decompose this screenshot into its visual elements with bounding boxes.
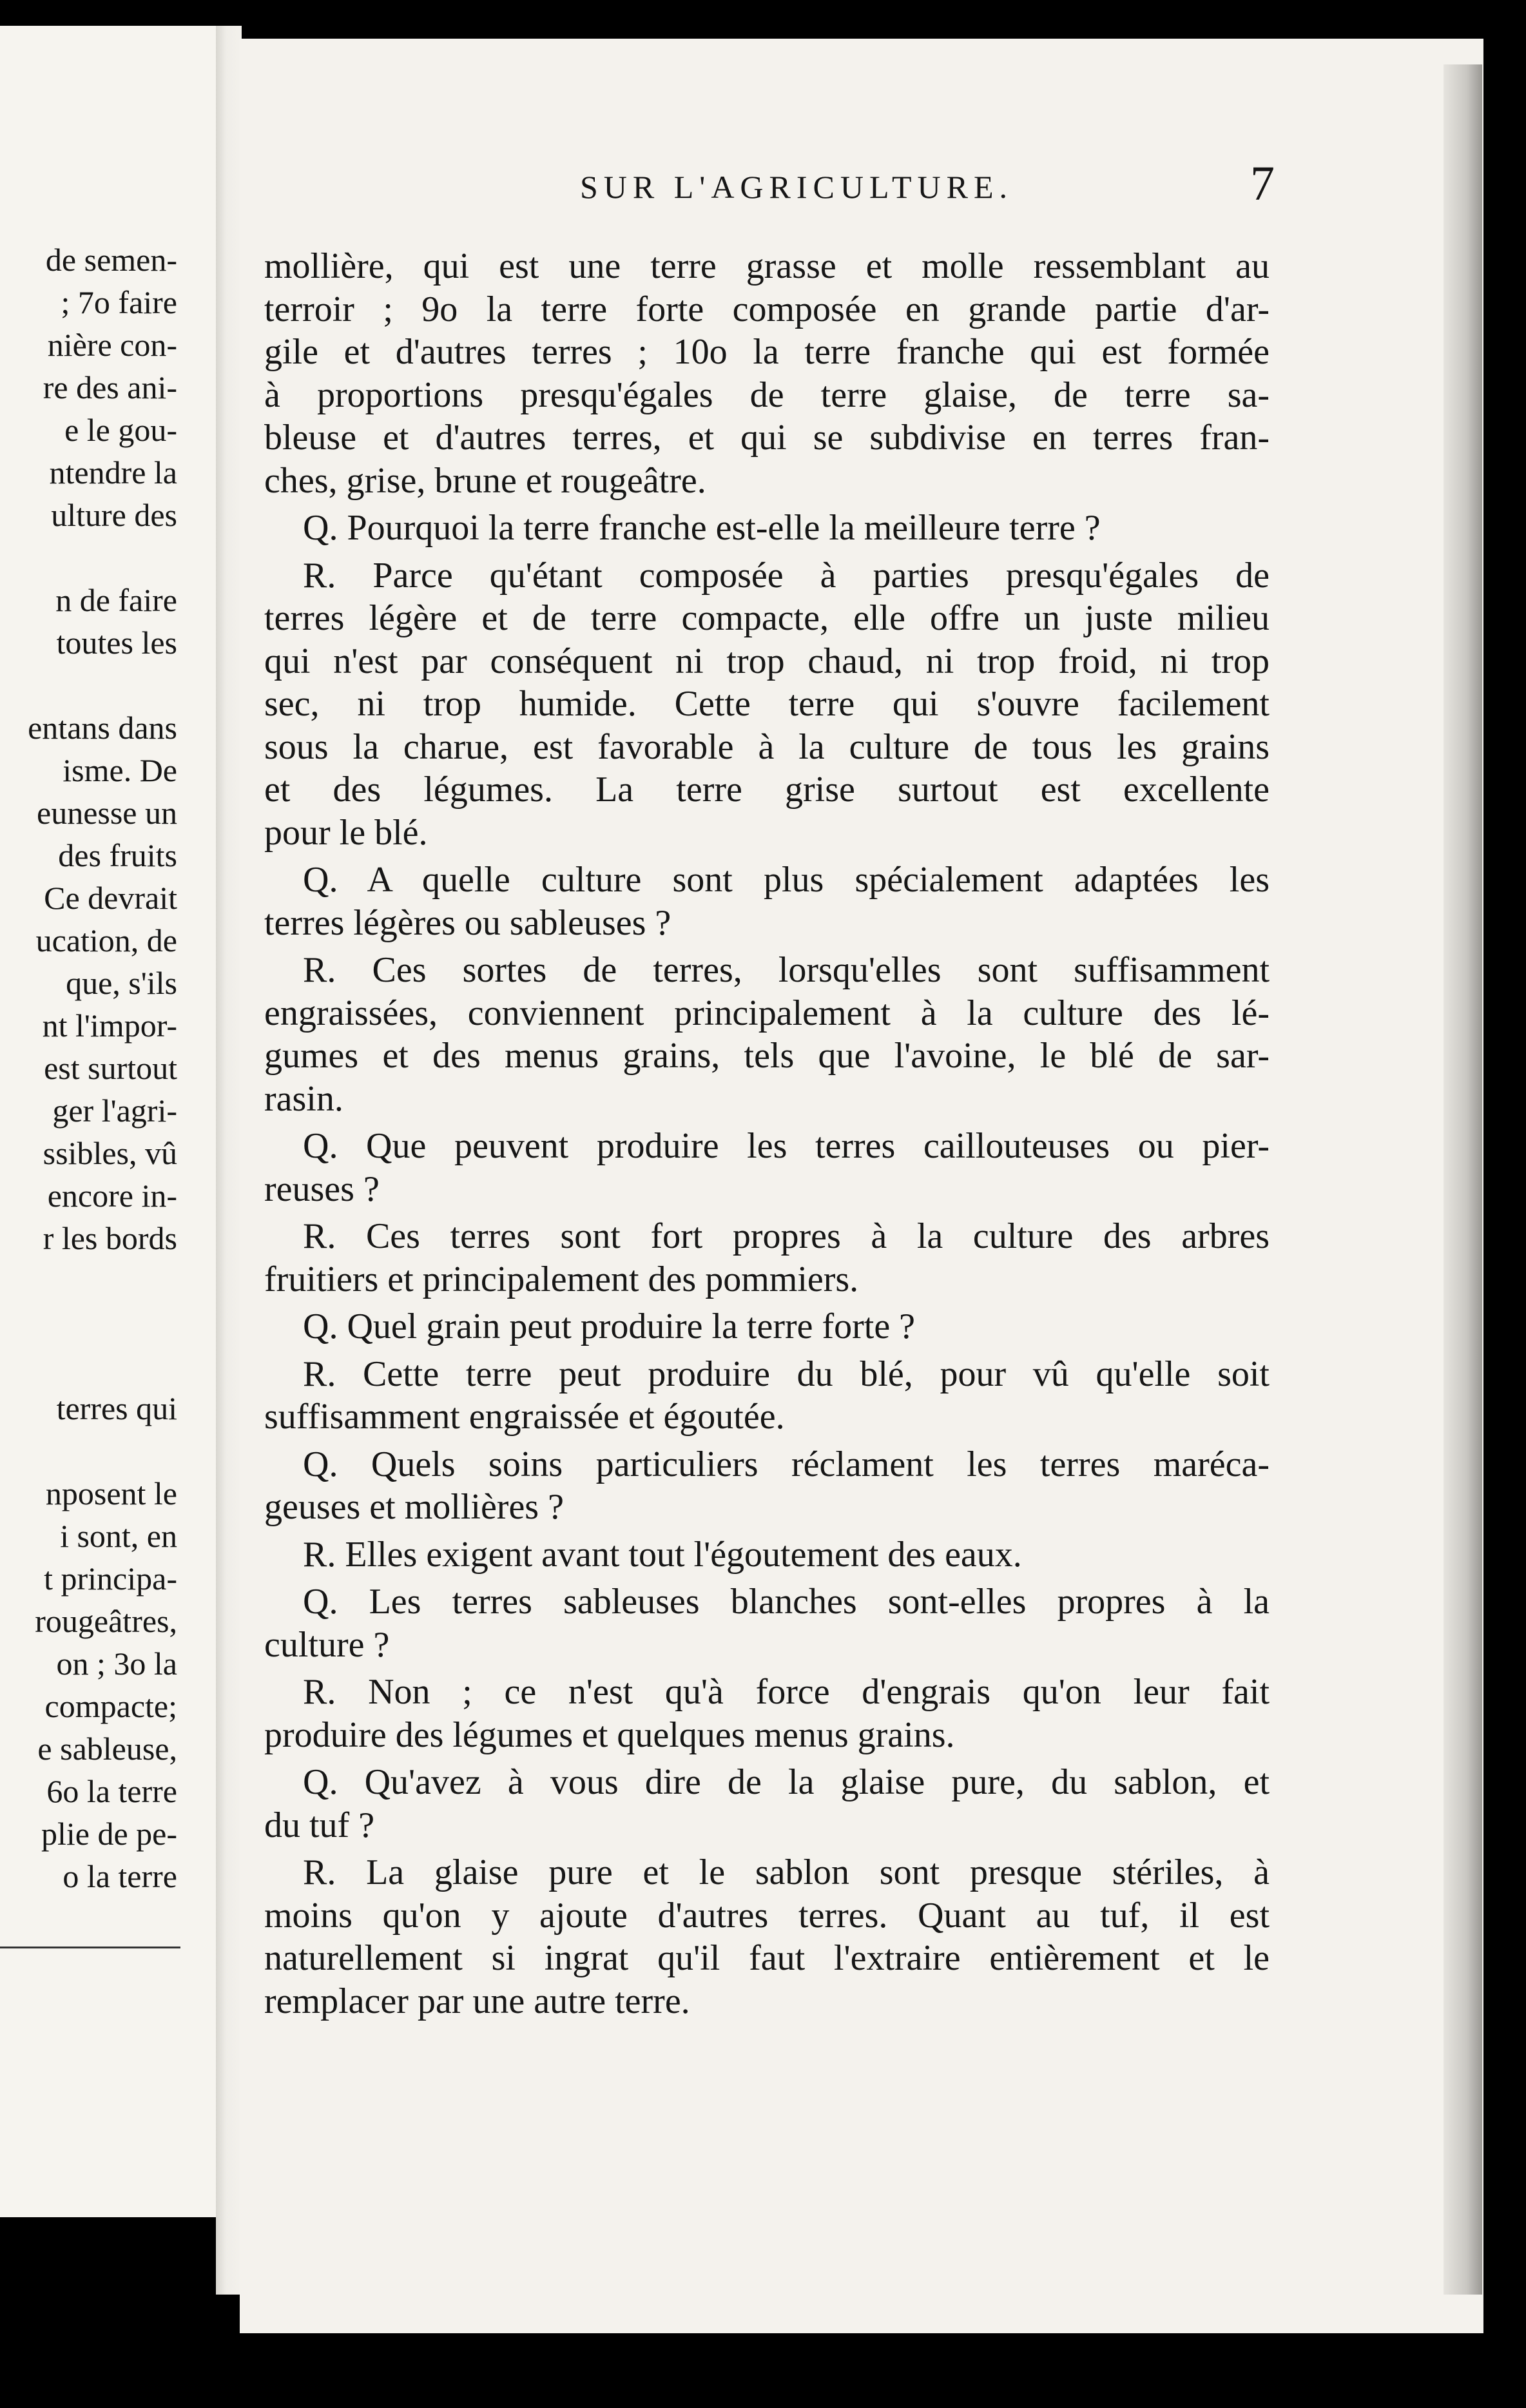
previous-page-line: i sont, en bbox=[60, 1518, 177, 1554]
previous-page-line: n de faire bbox=[55, 582, 177, 618]
page-number: 7 bbox=[1250, 157, 1275, 211]
text-line: sous la charue, est favorable à la culture de tous les grains bbox=[264, 726, 1270, 767]
text-line: fruitiers et principalement des pommiers. bbox=[264, 1259, 859, 1299]
previous-page-line: de semen- bbox=[45, 242, 177, 278]
text-line: R. Parce qu'étant composée à parties presqu'égales de bbox=[303, 555, 1270, 596]
text-line: moins qu'on y ajoute d'autres terres. Quant au tuf, il est bbox=[264, 1895, 1270, 1936]
text-line: R. Cette terre peut produire du blé, pour vû qu'elle soit bbox=[303, 1354, 1270, 1394]
previous-page-line: ; 7o faire bbox=[61, 284, 177, 320]
text-line: et des légumes. La terre grise surtout est excellente bbox=[264, 770, 1270, 810]
previous-page-line: isme. De bbox=[63, 752, 177, 788]
page-header bbox=[335, 157, 1289, 213]
previous-page-line: ucation, de bbox=[35, 922, 177, 958]
previous-page-line: o la terre bbox=[63, 1858, 177, 1894]
text-line: terres légère et de terre compacte, elle offre un juste milieu bbox=[264, 598, 1270, 638]
previous-page-line: des fruits bbox=[58, 837, 177, 873]
page-edge-shadow bbox=[1444, 64, 1482, 2295]
paragraph bbox=[264, 949, 1270, 1120]
text-line: engraissées, conviennent principalement à la culture des lé- bbox=[264, 993, 1270, 1033]
previous-page-line: rougeâtres, bbox=[35, 1603, 177, 1639]
previous-page-line: nière con- bbox=[47, 327, 177, 363]
paragraph bbox=[264, 554, 1270, 855]
paragraph bbox=[264, 1305, 1270, 1348]
previous-page-line: que, s'ils bbox=[66, 965, 177, 1001]
previous-page-line: ger l'agri- bbox=[52, 1092, 177, 1129]
text-line: Q. A quelle culture sont plus spécialement adaptées les bbox=[303, 860, 1270, 900]
paragraph bbox=[264, 1443, 1270, 1529]
text-line: sec, ni trop humide. Cette terre qui s'ouvre facilement bbox=[264, 684, 1270, 724]
paragraph bbox=[264, 1761, 1270, 1847]
text-line: suffisamment engraissée et égoutée. bbox=[264, 1397, 785, 1437]
paragraph bbox=[264, 1353, 1270, 1439]
text-line: culture ? bbox=[264, 1624, 390, 1665]
paragraph bbox=[264, 859, 1270, 944]
text-line: reuses ? bbox=[264, 1169, 380, 1209]
text-line: qui n'est par conséquent ni trop chaud, ni trop froid, ni trop bbox=[264, 641, 1270, 681]
previous-page-line: re des ani- bbox=[43, 369, 177, 405]
text-line: R. Elles exigent avant tout l'égoutement des eaux. bbox=[303, 1534, 1022, 1575]
text-line: naturellement si ingrat qu'il faut l'extraire entièrement et le bbox=[264, 1938, 1270, 1978]
text-line: gumes et des menus grains, tels que l'avoine, le blé de sar- bbox=[264, 1036, 1270, 1076]
text-line: gile et d'autres terres ; 10o la terre franche qui est formée bbox=[264, 332, 1270, 372]
previous-page-line: e sableuse, bbox=[37, 1731, 177, 1767]
text-line: produire des légumes et quelques menus grains. bbox=[264, 1714, 955, 1755]
text-line: Q. Pourquoi la terre franche est-elle la meilleure terre ? bbox=[303, 508, 1101, 548]
previous-page-line: ulture des bbox=[51, 497, 177, 533]
paragraph bbox=[264, 507, 1270, 550]
previous-page-line: e le gou- bbox=[64, 412, 177, 448]
book-gutter bbox=[216, 26, 242, 2295]
paragraph bbox=[264, 1125, 1270, 1210]
previous-page-line: Ce devrait bbox=[44, 880, 177, 916]
paragraph bbox=[264, 245, 1270, 502]
text-line: pour le blé. bbox=[264, 812, 428, 853]
previous-page-fragment bbox=[0, 26, 216, 2217]
text-line: bleuse et d'autres terres, et qui se subdivise en terres fran- bbox=[264, 418, 1270, 458]
paragraph bbox=[264, 1580, 1270, 1666]
text-line: du tuf ? bbox=[264, 1805, 375, 1845]
previous-page-line: r les bords bbox=[43, 1220, 177, 1256]
text-line: terroir ; 9o la terre forte composée en grande partie d'ar- bbox=[264, 289, 1270, 329]
paragraph bbox=[264, 1215, 1270, 1301]
text-line: Q. Que peuvent produire les terres caillouteuses ou pier- bbox=[303, 1126, 1270, 1166]
text-line: rasin. bbox=[264, 1078, 343, 1119]
paragraph bbox=[264, 1671, 1270, 1756]
body-text bbox=[264, 245, 1270, 2027]
text-line: mollière, qui est une terre grasse et molle ressemblant au bbox=[264, 246, 1270, 286]
text-line: Q. Quel grain peut produire la terre forte ? bbox=[303, 1306, 916, 1346]
previous-page-line: nt l'impor- bbox=[42, 1007, 177, 1044]
previous-page-line: plie de pe- bbox=[41, 1816, 177, 1852]
text-line: ches, grise, brune et rougeâtre. bbox=[264, 460, 706, 501]
previous-page-line: ntendre la bbox=[49, 454, 177, 490]
text-line: geuses et mollières ? bbox=[264, 1487, 564, 1527]
text-line: remplacer par une autre terre. bbox=[264, 1981, 690, 2021]
previous-page-line: encore in- bbox=[47, 1178, 177, 1214]
previous-page-line: eunesse un bbox=[37, 795, 177, 831]
previous-page-line: terres qui bbox=[56, 1390, 177, 1426]
paragraph bbox=[264, 1851, 1270, 2023]
previous-page-line: 6o la terre bbox=[46, 1773, 177, 1809]
text-line: R. Ces terres sont fort propres à la culture des arbres bbox=[303, 1216, 1270, 1256]
previous-page-line: est surtout bbox=[44, 1050, 177, 1086]
text-line: Q. Qu'avez à vous dire de la glaise pure, du sablon, et bbox=[303, 1762, 1270, 1802]
text-line: R. Ces sortes de terres, lorsqu'elles sont suffisamment bbox=[303, 950, 1270, 990]
text-line: à proportions presqu'égales de terre glaise, de terre sa- bbox=[264, 374, 1270, 415]
previous-page-line: entans dans bbox=[28, 710, 177, 746]
previous-page-line: toutes les bbox=[56, 625, 177, 661]
text-line: Q. Les terres sableuses blanches sont-elles propres à la bbox=[303, 1582, 1270, 1622]
text-line: R. Non ; ce n'est qu'à force d'engrais qu'on leur fait bbox=[303, 1672, 1270, 1712]
previous-page-line: on ; 3o la bbox=[56, 1646, 177, 1682]
previous-page-line: nposent le bbox=[45, 1475, 177, 1511]
text-line: Q. Quels soins particuliers réclament les terres maréca- bbox=[303, 1444, 1270, 1484]
previous-page-line: compacte; bbox=[44, 1688, 177, 1724]
footnote-rule bbox=[0, 1947, 180, 1948]
text-line: terres légères ou sableuses ? bbox=[264, 902, 671, 943]
running-head: SUR L'AGRICULTURE. bbox=[580, 169, 1013, 205]
text-line: R. La glaise pure et le sablon sont presque stériles, à bbox=[303, 1852, 1270, 1892]
previous-page-line: t principa- bbox=[44, 1560, 177, 1597]
paragraph bbox=[264, 1533, 1270, 1577]
previous-page-line: ssibles, vû bbox=[43, 1135, 177, 1171]
